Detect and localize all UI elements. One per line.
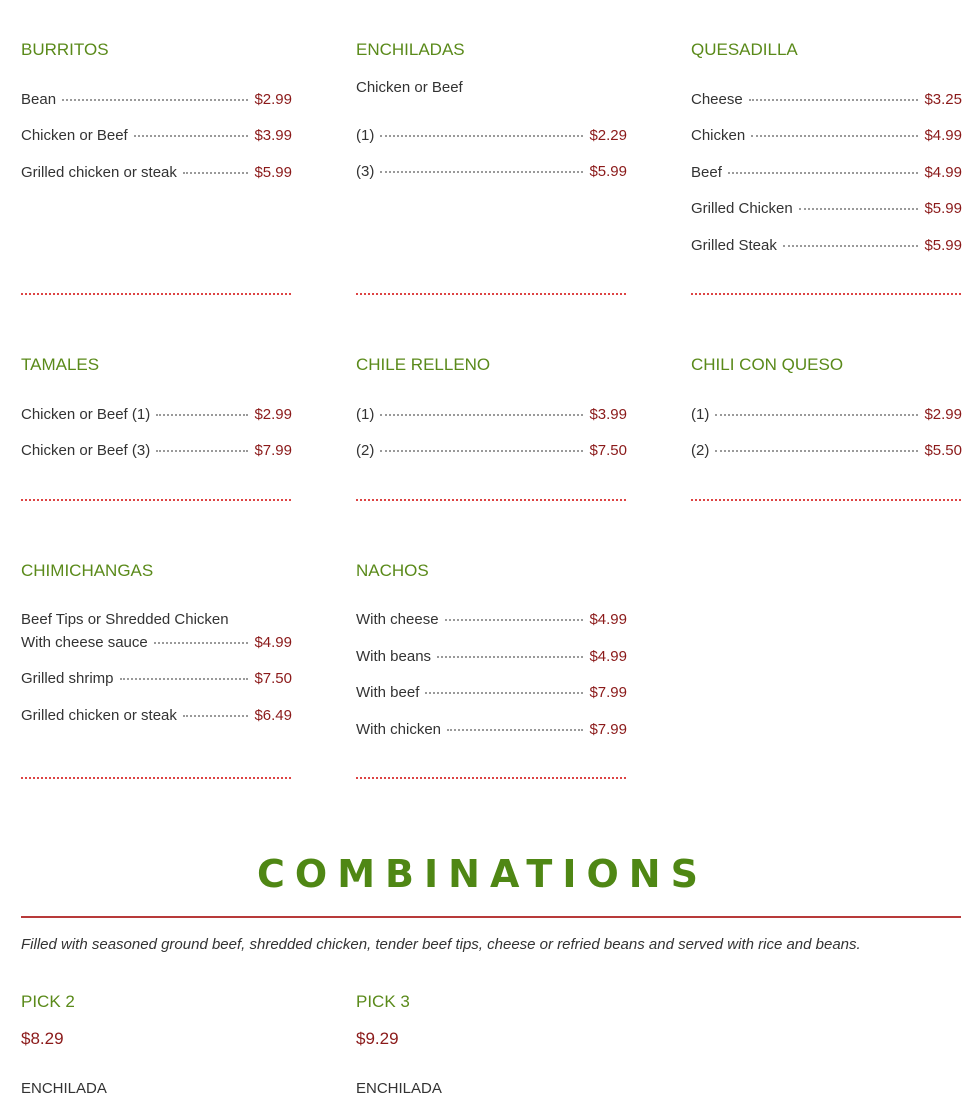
section-title: NACHOS: [356, 561, 429, 580]
menu-item: [691, 199, 962, 219]
item-price: $4.99: [254, 634, 292, 651]
section-title: ENCHILADAS: [356, 40, 465, 59]
dot-leader: [437, 655, 583, 658]
dot-leader: [380, 170, 583, 173]
item-price: $2.29: [589, 127, 627, 144]
section-divider: [356, 293, 626, 295]
item-price: $5.99: [924, 200, 962, 217]
menu-item: [21, 163, 292, 183]
item-price: $7.50: [254, 670, 292, 687]
menu-item: [691, 405, 962, 425]
menu-item: [21, 706, 292, 726]
item-price: $6.49: [254, 707, 292, 724]
combinations-description: Filled with seasoned ground beef, shredded chicken, tender beef tips, cheese or refried beans and served with rice and beans.: [21, 936, 861, 953]
dot-leader: [445, 618, 584, 621]
dot-leader: [156, 449, 248, 452]
item-name: Grilled Chicken: [691, 200, 793, 217]
menu-item: [356, 441, 627, 461]
item-name: (1): [356, 406, 375, 423]
dot-leader: [380, 413, 583, 416]
pick-item: ENCHILADA: [356, 1080, 442, 1097]
pick-item: ENCHILADA: [21, 1080, 107, 1097]
item-price: $5.99: [589, 163, 627, 180]
dot-leader: [799, 207, 919, 210]
section-divider: [21, 499, 291, 501]
item-price: $7.50: [589, 442, 627, 459]
item-name: With cheese: [356, 611, 439, 628]
item-name: Chicken or Beef (1): [21, 406, 151, 423]
item-price: $7.99: [254, 442, 292, 459]
item-price: $3.99: [254, 127, 292, 144]
section-divider: [691, 499, 961, 501]
item-name: (3): [356, 163, 375, 180]
item-name: Bean: [21, 91, 57, 108]
dot-leader: [380, 134, 583, 137]
dot-leader: [134, 134, 249, 137]
dot-leader: [154, 641, 249, 644]
item-price: $4.99: [589, 648, 627, 665]
item-price: $3.99: [589, 406, 627, 423]
section-note: Beef Tips or Shredded Chicken: [21, 611, 229, 628]
item-name: With chicken: [356, 721, 442, 738]
section-title: CHILE RELLENO: [356, 355, 491, 374]
menu-item: [21, 90, 292, 110]
item-price: $7.99: [589, 721, 627, 738]
item-name: Chicken or Beef (3): [21, 442, 151, 459]
item-name: Grilled Steak: [691, 237, 777, 254]
menu-item: [21, 126, 292, 146]
combinations-rule: [21, 916, 961, 918]
pick-price: $8.29: [21, 1029, 64, 1048]
section-title: QUESADILLA: [691, 40, 798, 59]
menu-item: [356, 405, 627, 425]
pick-title: PICK 3: [356, 992, 410, 1011]
menu-item: [356, 720, 627, 740]
item-price: $2.99: [924, 406, 962, 423]
dot-leader: [156, 413, 248, 416]
section-note: Chicken or Beef: [356, 79, 463, 96]
menu-item: [691, 90, 962, 110]
item-price: $5.99: [254, 164, 292, 181]
menu-item: [356, 162, 627, 182]
menu-item: [356, 683, 627, 703]
menu-item: [21, 405, 292, 425]
section-title: TAMALES: [21, 355, 100, 374]
item-price: $4.99: [924, 127, 962, 144]
section-title: BURRITOS: [21, 40, 109, 59]
item-price: $4.99: [589, 611, 627, 628]
menu-item: [691, 163, 962, 183]
item-price: $3.25: [924, 91, 962, 108]
section-divider: [356, 777, 626, 779]
item-price: $7.99: [589, 684, 627, 701]
combinations-heading: COMBINATIONS: [257, 852, 708, 896]
dot-leader: [751, 134, 918, 137]
dot-leader: [715, 413, 918, 416]
item-name: Grilled shrimp: [21, 670, 114, 687]
item-price: $5.99: [924, 237, 962, 254]
dot-leader: [783, 244, 919, 247]
item-name: With beans: [356, 648, 432, 665]
dot-leader: [425, 691, 583, 694]
item-price: $2.99: [254, 406, 292, 423]
menu-item: [21, 441, 292, 461]
item-name: Cheese: [691, 91, 743, 108]
dot-leader: [715, 449, 918, 452]
menu-item: [356, 610, 627, 630]
dot-leader: [183, 171, 249, 174]
menu-item: [691, 236, 962, 256]
item-name: Chicken or Beef: [21, 127, 128, 144]
dot-leader: [447, 728, 583, 731]
item-name: With cheese sauce: [21, 634, 148, 651]
section-title: CHIMICHANGAS: [21, 561, 154, 580]
pick-price: $9.29: [356, 1029, 399, 1048]
item-name: (2): [356, 442, 375, 459]
menu-item: [356, 126, 627, 146]
dot-leader: [120, 677, 249, 680]
menu-item: [21, 669, 292, 689]
item-price: $4.99: [924, 164, 962, 181]
item-name: (1): [356, 127, 375, 144]
section-divider: [21, 293, 291, 295]
item-name: Beef: [691, 164, 722, 181]
item-price: $2.99: [254, 91, 292, 108]
item-name: With beef: [356, 684, 420, 701]
item-name: Chicken: [691, 127, 746, 144]
section-divider: [21, 777, 291, 779]
item-name: (1): [691, 406, 710, 423]
section-title: CHILI CON QUESO: [691, 355, 844, 374]
menu-item: [21, 633, 292, 653]
section-divider: [356, 499, 626, 501]
dot-leader: [749, 98, 919, 101]
item-price: $5.50: [924, 442, 962, 459]
dot-leader: [728, 171, 919, 174]
dot-leader: [62, 98, 248, 101]
menu-item: [691, 126, 962, 146]
section-divider: [691, 293, 961, 295]
menu-item: [691, 441, 962, 461]
item-name: Grilled chicken or steak: [21, 707, 177, 724]
dot-leader: [183, 714, 249, 717]
item-name: Grilled chicken or steak: [21, 164, 177, 181]
pick-title: PICK 2: [21, 992, 75, 1011]
dot-leader: [380, 449, 583, 452]
menu-item: [356, 647, 627, 667]
item-name: (2): [691, 442, 710, 459]
